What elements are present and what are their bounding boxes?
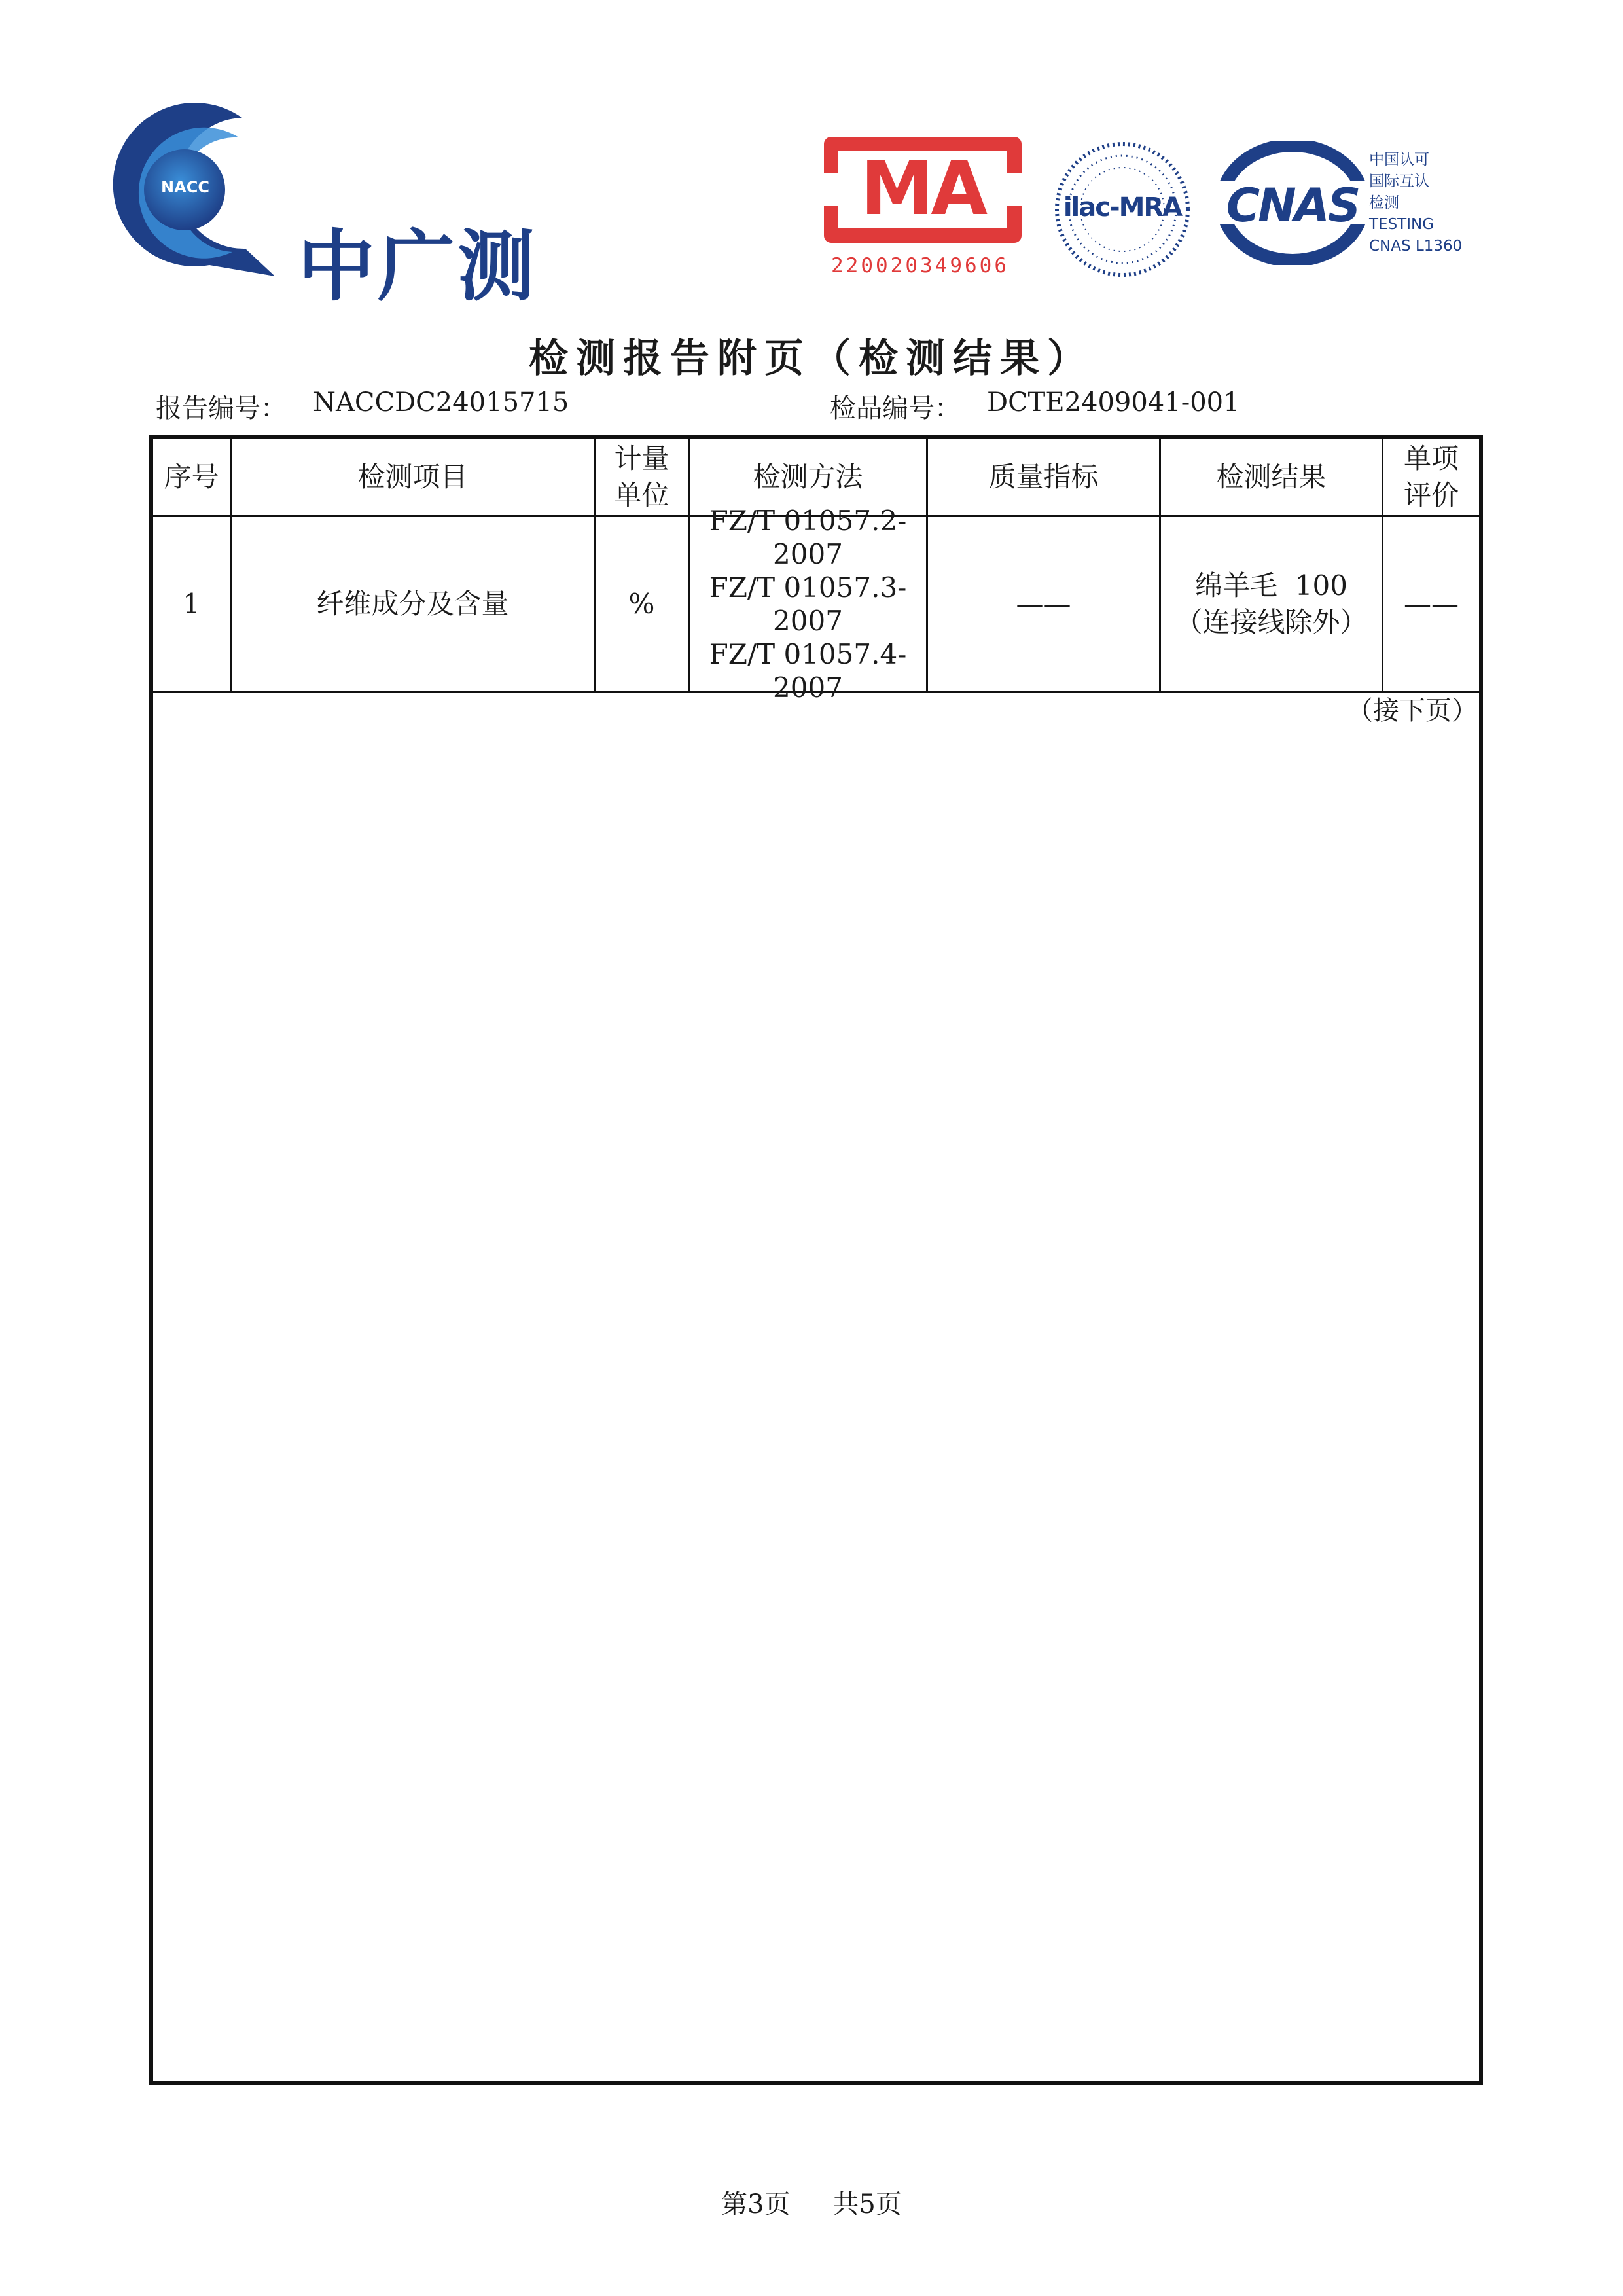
cnas-line: 中国认可 xyxy=(1369,151,1429,168)
cnas-accreditation-text xyxy=(1369,149,1462,257)
report-number-label: 报告编号： xyxy=(156,393,287,423)
row-evaluation: —— xyxy=(1404,588,1459,620)
method-standard: FZ/T 01057.4-2007 xyxy=(709,638,907,704)
header-result: 检测结果 xyxy=(1216,460,1327,493)
row-unit: % xyxy=(628,588,655,620)
header-spec: 质量指标 xyxy=(988,460,1099,493)
nacc-badge-text: NACC xyxy=(161,178,209,196)
header-index: 序号 xyxy=(164,460,219,493)
header-item: 检测项目 xyxy=(357,460,468,493)
cnas-logo xyxy=(1217,141,1368,265)
nacc-logo xyxy=(79,92,576,312)
page-number: 第3页 xyxy=(721,2189,791,2219)
result-line: （连接线除外） xyxy=(1175,606,1368,638)
method-standard: FZ/T 01057.3-2007 xyxy=(709,571,907,637)
row-methods xyxy=(690,505,926,704)
row-item: 纤维成分及含量 xyxy=(316,588,509,620)
cma-mark: MA xyxy=(860,147,986,232)
results-table xyxy=(149,435,1483,2085)
ilac-mra-logo xyxy=(1050,137,1194,281)
report-number: NACCDC24015715 xyxy=(313,387,569,418)
header-unit-line: 计量 xyxy=(614,442,669,475)
brand-name: 中广测 xyxy=(298,221,538,312)
cnas-line: TESTING xyxy=(1369,216,1435,233)
cnas-line: 检测 xyxy=(1369,194,1399,211)
header-evaluation xyxy=(1383,439,1479,515)
header-unit xyxy=(596,439,688,515)
sample-number-label: 检品编号： xyxy=(830,393,961,423)
cnas-line: 国际互认 xyxy=(1369,173,1429,190)
header-evaluation-line: 评价 xyxy=(1403,478,1459,511)
cnas-mark: CNAS xyxy=(1226,179,1359,232)
header-evaluation-line: 单项 xyxy=(1403,442,1459,475)
ilac-mark: ilac-MRA xyxy=(1063,192,1182,223)
continue-note: （接下页） xyxy=(1347,696,1478,726)
page-title: 检测报告附页（检测结果） xyxy=(529,336,1094,382)
cma-number: 220020349606 xyxy=(831,254,1009,278)
row-spec: —— xyxy=(1016,588,1071,620)
cma-logo xyxy=(818,137,1027,281)
header-unit-line: 单位 xyxy=(614,478,669,511)
row-result xyxy=(1161,517,1382,691)
cnas-line: CNAS L1360 xyxy=(1369,238,1463,255)
header-method: 检测方法 xyxy=(753,460,863,493)
result-line: 绵羊毛 100 xyxy=(1195,569,1347,601)
sample-number: DCTE2409041-001 xyxy=(987,387,1240,418)
page-total: 共5页 xyxy=(832,2189,902,2219)
method-standard: FZ/T 01057.2-2007 xyxy=(709,505,907,570)
page-footer xyxy=(0,2183,1623,2221)
row-index: 1 xyxy=(183,588,200,620)
